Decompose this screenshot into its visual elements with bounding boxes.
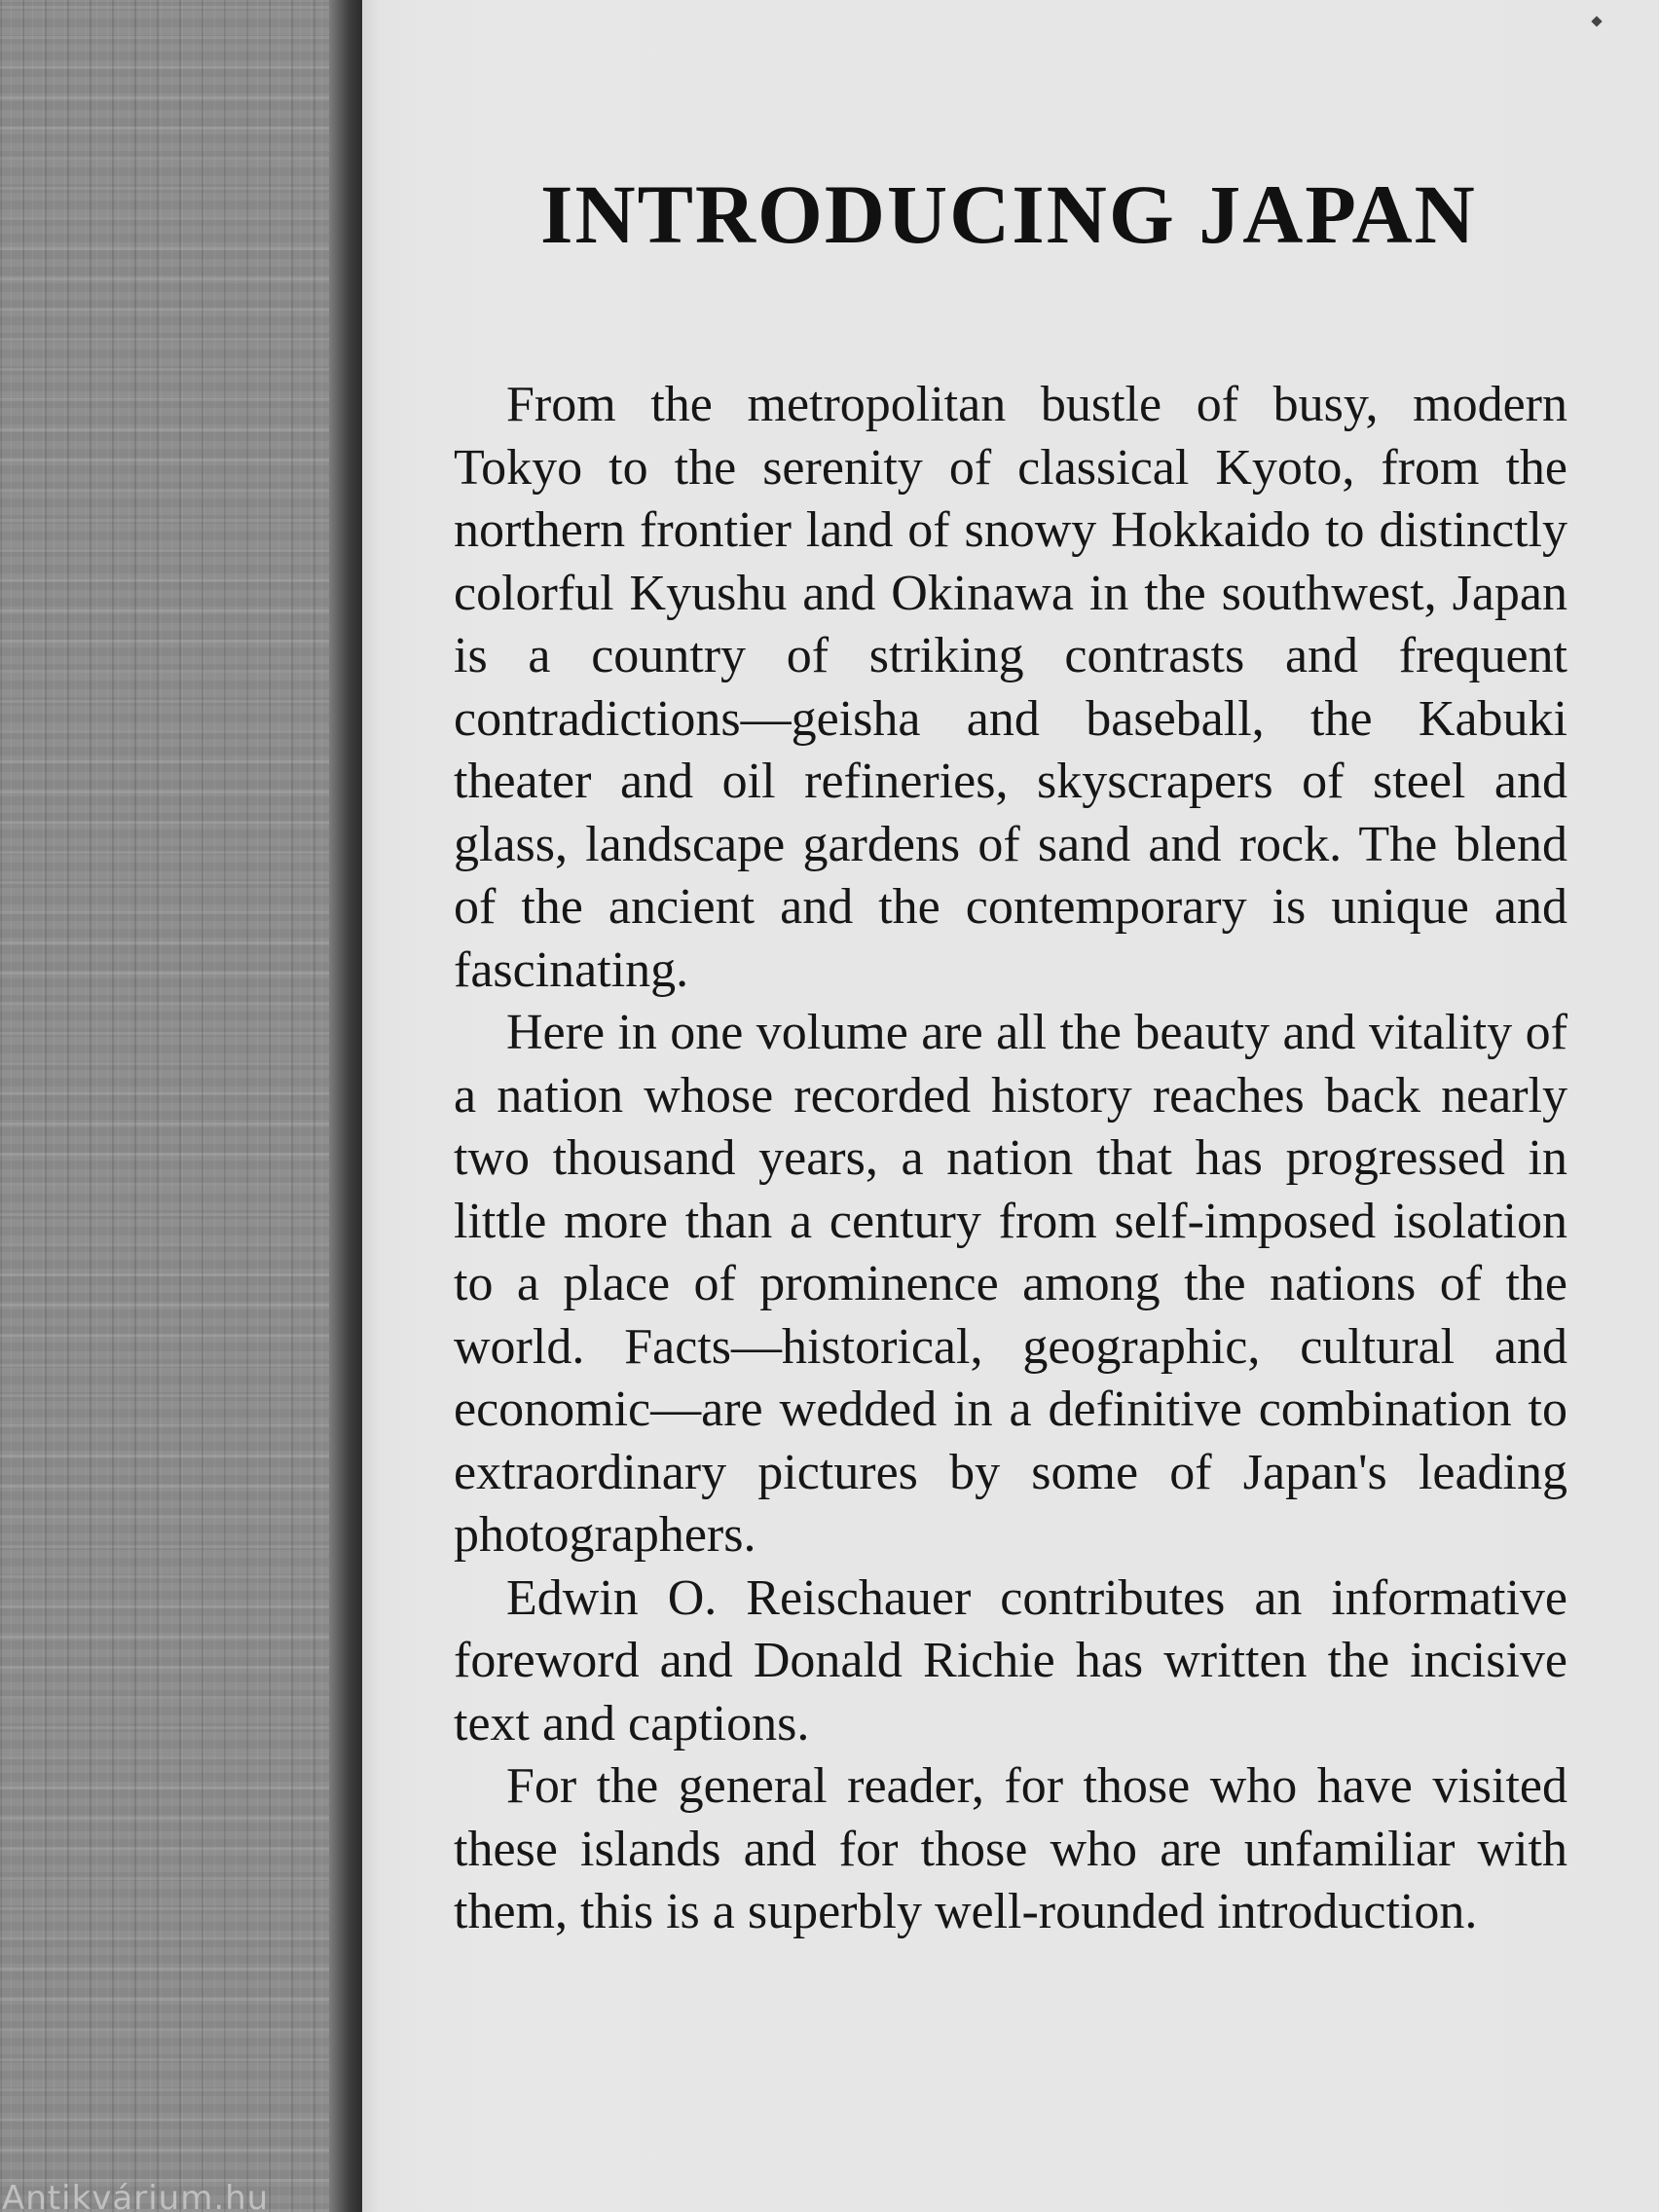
spine-shadow: [329, 0, 364, 2212]
body-text: [454, 374, 1567, 1944]
paragraph-volume: Here in one volume are all the beauty and vitality of a nation whose recorded history reaches back nearly two thousand years, a nation that has progressed in little more than a century from self-imposed isolation to a place of prominence among the nations of the world. Facts—historical, geographic, cultural and economic—are wedded in a definitive combination to extraordinary pictures by some of Japan's leading photographers.: [454, 1005, 1567, 1563]
watermark: Antikvárium.hu: [2, 2179, 270, 2212]
paragraph-intro: From the metropolitan bustle of busy, modern Tokyo to the serenity of classical Kyoto, from the northern frontier land of snowy Hokkaido to distinctly colorful Kyushu and Okinawa in the southwest, Japan is a country of striking contrasts and frequent contradictions—geisha and baseball, the Kabuki theater and oil refineries, skyscrapers of steel and glass, landscape gardens of sand and rock. The blend of the ancient and the contemporary is unique and fascinating.: [454, 377, 1567, 998]
paragraph-contributors: Edwin O. Reischauer contributes an informative foreword and Donald Richie has written the incisive text and captions.: [454, 1569, 1567, 1751]
page-title: INTRODUCING JAPAN: [540, 167, 1477, 261]
paragraph-readers: For the general reader, for those who have visited these islands and for those who are unfamiliar with them, this is a superbly well-rounded introduction.: [454, 1758, 1567, 1939]
cover-spine: [0, 0, 362, 2212]
